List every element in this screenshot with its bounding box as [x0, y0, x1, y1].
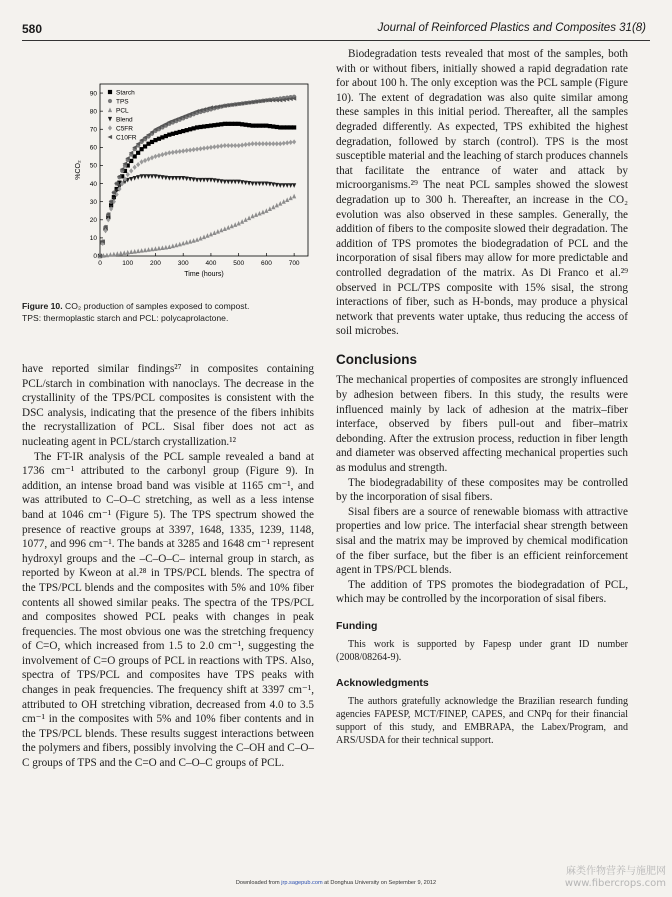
data-point-interp [119, 251, 123, 256]
download-link[interactable]: jrp.sagepub.com [281, 880, 323, 886]
data-point-interp [282, 141, 286, 146]
legend-label: C5FR [116, 125, 133, 133]
data-point-interp [122, 250, 126, 255]
data-point-interp [261, 210, 265, 215]
data-point-interp [247, 142, 251, 147]
data-point-interp [289, 183, 293, 188]
data-point-interp [198, 236, 202, 241]
data-point-interp [192, 238, 196, 243]
data-point-interp [129, 249, 133, 254]
data-point [237, 221, 241, 226]
data-point [278, 141, 282, 146]
data-point-interp [164, 176, 168, 181]
legend-label: TPS [116, 98, 129, 106]
x-tick-label: 0 [98, 260, 102, 267]
data-point [195, 237, 199, 242]
figure-caption-text: CO₂ production of samples exposed to compost. [64, 301, 250, 311]
data-point-interp [150, 174, 154, 179]
data-point-interp [285, 140, 289, 145]
co2-chart [22, 66, 314, 296]
site-watermark [565, 866, 666, 890]
data-point [112, 252, 116, 257]
y-tick-label: 40 [89, 180, 97, 188]
header-rule [22, 40, 650, 41]
data-point [209, 145, 213, 150]
legend-marker [108, 125, 112, 130]
legend-label: Blend [116, 116, 133, 124]
download-prefix: Downloaded from [235, 880, 282, 886]
data-point-interp [219, 228, 223, 233]
data-point [181, 129, 185, 133]
data-point [167, 150, 171, 155]
data-point-interp [160, 245, 164, 250]
data-point-interp [205, 145, 209, 150]
y-tick-label: 80 [89, 108, 97, 116]
data-point-interp [188, 147, 192, 152]
data-point-interp [192, 177, 196, 182]
data-point-interp [174, 243, 178, 248]
data-point-interp [129, 177, 133, 182]
data-point-interp [157, 175, 161, 180]
data-point-interp [202, 178, 206, 183]
data-point [126, 250, 130, 255]
data-point-interp [268, 182, 272, 187]
data-point-interp [188, 239, 192, 244]
data-point [264, 208, 268, 213]
data-point [209, 124, 213, 128]
y-tick-label: 20 [89, 216, 97, 224]
data-point [133, 165, 137, 170]
legend-marker [108, 99, 112, 103]
data-point-interp [115, 251, 119, 256]
x-tick-label: 600 [260, 260, 272, 267]
data-point [209, 232, 213, 237]
data-point-interp [136, 175, 140, 180]
data-point-interp [244, 181, 248, 186]
data-point [167, 244, 171, 249]
y-tick-label: 50 [89, 162, 97, 170]
data-point-interp [240, 143, 244, 148]
journal-title: Journal of Reinforced Plastics and Composites 31(8) [377, 22, 646, 34]
data-point [237, 122, 241, 126]
data-point-interp [178, 149, 182, 154]
data-point-interp [205, 178, 209, 183]
data-point-interp [198, 178, 202, 183]
data-point-interp [171, 176, 175, 181]
data-point-interp [226, 225, 230, 230]
y-axis-label: %CO₂ [75, 160, 82, 180]
data-point [153, 138, 157, 142]
funding-heading: Funding [336, 619, 378, 632]
data-point-interp [136, 151, 140, 155]
data-point-interp [157, 153, 161, 158]
data-point [250, 181, 254, 186]
data-point-interp [143, 248, 147, 253]
y-tick-label: 30 [89, 198, 97, 206]
data-point-interp [146, 247, 150, 252]
figure-caption-note: TPS: thermoplastic starch and PCL: polycaprolactone. [22, 313, 229, 323]
data-point-interp [192, 147, 196, 152]
data-point [264, 141, 268, 146]
legend-label: PCL [116, 107, 129, 115]
x-tick-label: 200 [150, 260, 161, 267]
page-number: 580 [22, 22, 43, 36]
y-tick-label: 10 [89, 235, 97, 243]
data-point [278, 183, 282, 188]
data-point [153, 154, 157, 159]
x-axis-label: Time (hours) [184, 271, 224, 278]
data-point [264, 181, 268, 186]
data-point-interp [230, 180, 234, 185]
figure-caption-label: Figure 10. [22, 301, 63, 311]
data-point-interp [244, 142, 248, 147]
data-point-interp [136, 162, 140, 167]
data-point [292, 125, 296, 129]
data-point [292, 139, 296, 144]
data-point [181, 148, 185, 153]
data-point-interp [271, 182, 275, 187]
data-point-interp [285, 197, 289, 202]
data-point-interp [268, 206, 272, 211]
data-point [264, 124, 268, 128]
data-point-interp [178, 242, 182, 247]
right-column [336, 47, 628, 747]
conclusions-paragraph: The mechanical properties of composites are strongly influenced by adhesion between fibers. In this study, the results were influenced mainly by lack of adhesion at the matrix–fiber interface, observed by fibers pull-out and fiber–matrix debonding. After the extrusion process, reduction in fiber length and diameter was observed affecting mechanical properties such as modulus and strength. [336, 374, 628, 475]
acknowledgments-heading: Acknowledgments [336, 676, 429, 689]
data-point-interp [136, 249, 140, 254]
data-point [223, 226, 227, 231]
data-point-interp [289, 140, 293, 145]
data-point [195, 147, 199, 152]
data-point-interp [160, 152, 164, 157]
data-point-interp [150, 155, 154, 160]
data-point-interp [216, 179, 220, 184]
x-tick-label: 500 [233, 260, 245, 267]
data-point [140, 147, 144, 151]
data-point [250, 141, 254, 146]
y-tick-label: 90 [89, 90, 97, 98]
data-point [195, 178, 199, 183]
watermark-line-2: www.fibercrops.com [564, 878, 666, 889]
data-point-interp [275, 203, 279, 208]
data-point [278, 125, 282, 129]
body-paragraph: The FT-IR analysis of the PCL sample revealed a band at 1736 cm⁻¹ attributed to the carbonyl group (Figure 9). In addition, an intense broad band was visible at 1165 cm⁻¹, and was attributed to C–O–C stretching, as well as a less intense band at 1046 cm⁻¹ (Figure 5). The TPS spectrum showed the presence of reactive groups at 3397, 1648, 1335, 1239, 1148, 1077, and 996 cm⁻¹. The bands at 3285 and 1648 cm⁻¹ represent hydroxyl groups and the –C–O–C– internal group in starch, as reported by Kweon at al.²⁸ in TPS/PCL blends. The spectra of the TPS/PCL blends and the composites with 5% and 10% fiber contents all showed similar peaks. The spectra of the TPS/PCL and composites showed PCL peaks with changes in peak frequencies. The most obvious one was the stretching frequency of C=O, which increased from 1.5 to 2.0 cm⁻¹, suggesting the involvement of C=O groups of PCL in reactions with TPS. Also, spectra of TPS/PCL and composites have TPS peaks with changes in peak frequencies. The frequency shift at 3397 cm⁻¹, attributed to OH stretching vibration, decreased from 4.0 to 3.5 cm⁻¹ in the composites with 5% and 10% fiber contents and in the TPS/PCL blends. These results suggest interactions between the polymers and fibers, possibly involving the C–OH and C–O–C groups of TPS and the C=O and C–O–C groups of PCL. [22, 450, 314, 770]
data-point-interp [219, 143, 223, 148]
y-tick-label: 0 [93, 253, 97, 261]
data-point-interp [146, 157, 150, 162]
data-point-interp [226, 180, 230, 185]
data-point-interp [157, 246, 161, 251]
data-point-interp [160, 175, 164, 180]
body-paragraph: have reported similar findings²⁷ in composites containing PCL/starch in combination with nanoclays. The decrease in the crystallinity of the TPS/PCL composites is consistent with the DSC analysis, indicating that the presence of the fibers inhibits the recrystallization of PCL. Sisal fiber does not act as nucleating agent in PCL/starch crystallization.¹² [22, 363, 314, 448]
data-point [167, 133, 171, 137]
data-point [181, 241, 185, 246]
body-paragraph: Biodegradation tests revealed that most of the samples, both with or without fibers, initially showed a rapid degradation rate for about 100 h. The only exception was the PCL sample (Figure 10). The extent of degradation was also quite similar among these samples in this initial period. Thereafter, all the samples degraded differently. As expected, TPS exhibited the highest degradation, followed by starch (control). TPS is the most susceptible material and the leaching of starch produces channels that facilitate the entrance of water and attack by microorganisms.²⁹ The neat PCL samples showed the slowest degradation up to 300 h. Thereafter, an increase in the CO₂ evolution was also observed in these samples. Generally, the addition of fibers to the composite slowed their degradation. The addition of TPS promotes the biodegradation of PCL and the incorporation of sisal fibers may allow for more predictable and controlled degradation of the matrix. As Di Franco et al.²⁹ observed in PCL/TPS composite with 15% sisal, the strong interactions of fiber, such as H-bonds, may produce a physical network that prevents water uptake, thus reducing the access of soil microbes. [336, 48, 629, 338]
x-tick-label: 400 [205, 260, 217, 267]
data-point-interp [164, 245, 168, 250]
data-point-interp [205, 233, 209, 238]
data-point-interp [133, 249, 137, 254]
data-point-interp [271, 205, 275, 210]
data-point [250, 214, 254, 219]
figure-10 [22, 66, 314, 296]
data-point-interp [216, 229, 220, 234]
data-point-interp [233, 222, 237, 227]
legend-marker [108, 90, 112, 94]
data-point-interp [230, 224, 234, 229]
data-point-interp [146, 174, 150, 179]
data-point-interp [174, 149, 178, 154]
legend-label: C10FR [116, 134, 137, 142]
data-point-interp [257, 181, 261, 186]
y-tick-label: 70 [89, 126, 97, 134]
data-point-interp [247, 215, 251, 220]
data-point [292, 194, 296, 199]
conclusions-heading: Conclusions [336, 351, 418, 367]
x-tick-label: 300 [177, 260, 189, 267]
data-point-interp [185, 240, 189, 245]
data-point-interp [216, 144, 220, 149]
data-point [237, 143, 241, 148]
figure-caption [22, 300, 314, 324]
data-point [223, 143, 227, 148]
acknowledgments-text: The authors gratefully acknowledge the Brazilian research funding agencies FAPESP, MCT/FINEP, CAPES, and CNPq for their financial support of this study, and EMBRAPA, the Labex/Program, and ARS/USDA for their technical support. [336, 695, 628, 747]
data-point-interp [275, 183, 279, 188]
data-point-interp [247, 181, 251, 186]
data-point-interp [282, 199, 286, 204]
data-point-interp [198, 146, 202, 151]
data-point-interp [188, 177, 192, 182]
data-point-interp [212, 178, 216, 183]
data-point-interp [240, 180, 244, 185]
data-point [133, 176, 137, 181]
data-point-interp [244, 217, 248, 222]
data-point-interp [185, 177, 189, 182]
data-point-interp [285, 183, 289, 188]
data-point-interp [185, 148, 189, 153]
data-point [237, 180, 241, 185]
conclusions-paragraph: Sisal fibers are a source of renewable biomass with attractive properties and low price. The interfacial shear strength between sisal and the matrix may be improved by chemical modification of the fiber surface, but the fiber is an efficient reinforcement agent in TPS/PCL blends. [336, 505, 628, 577]
data-point-interp [174, 176, 178, 181]
data-point-interp [212, 230, 216, 235]
conclusions-paragraph: The addition of TPS promotes the biodegradation of PCL, which may be controlled by the incorporation of sisal fibers. [336, 578, 628, 606]
data-point-interp [171, 150, 175, 155]
data-point-interp [254, 181, 258, 186]
data-point [140, 248, 144, 253]
x-tick-label: 100 [122, 260, 134, 267]
data-point [153, 246, 157, 251]
data-point-interp [289, 196, 293, 201]
legend-label: Starch [116, 89, 135, 97]
data-point [209, 178, 213, 183]
data-point-interp [164, 151, 168, 156]
data-point-interp [202, 146, 206, 151]
data-point [181, 176, 185, 181]
data-point [146, 142, 150, 146]
data-point [223, 122, 227, 126]
legend-marker [108, 135, 113, 139]
data-point-interp [240, 219, 244, 224]
legend-marker [108, 117, 112, 122]
funding-text: This work is supported by Fapesp under grant ID number (2008/08264-9). [336, 638, 628, 663]
data-point-interp [219, 179, 223, 184]
left-column [22, 362, 314, 771]
data-point [292, 183, 296, 188]
data-point-interp [150, 247, 154, 252]
data-point-interp [282, 183, 286, 188]
data-point-interp [129, 168, 133, 173]
data-point-interp [105, 253, 109, 258]
watermark-line-1: 麻类作物营养与施肥网 [566, 866, 666, 877]
data-point-interp [261, 181, 265, 186]
data-point-interp [143, 174, 147, 179]
data-point-interp [143, 158, 147, 163]
data-point [153, 174, 157, 179]
data-point [167, 176, 171, 181]
x-tick-label: 700 [288, 260, 300, 267]
data-point [140, 159, 144, 164]
data-point-interp [233, 180, 237, 185]
data-point-interp [212, 144, 216, 149]
data-point-interp [178, 176, 182, 181]
data-point [140, 174, 144, 179]
data-point-interp [254, 212, 258, 217]
data-point [278, 201, 282, 206]
data-point-interp [202, 234, 206, 239]
data-point-interp [108, 252, 112, 257]
legend-marker [108, 108, 112, 113]
data-point [250, 124, 254, 128]
data-point [223, 180, 227, 185]
data-point-interp [257, 211, 261, 216]
data-point [195, 125, 199, 129]
conclusions-paragraph: The biodegradability of these composites may be controlled by the incorporation of sisal fibers. [336, 476, 628, 504]
data-point-interp [171, 244, 175, 249]
download-suffix: at Donghua University on September 9, 2012 [322, 880, 437, 886]
y-tick-label: 60 [89, 144, 97, 152]
